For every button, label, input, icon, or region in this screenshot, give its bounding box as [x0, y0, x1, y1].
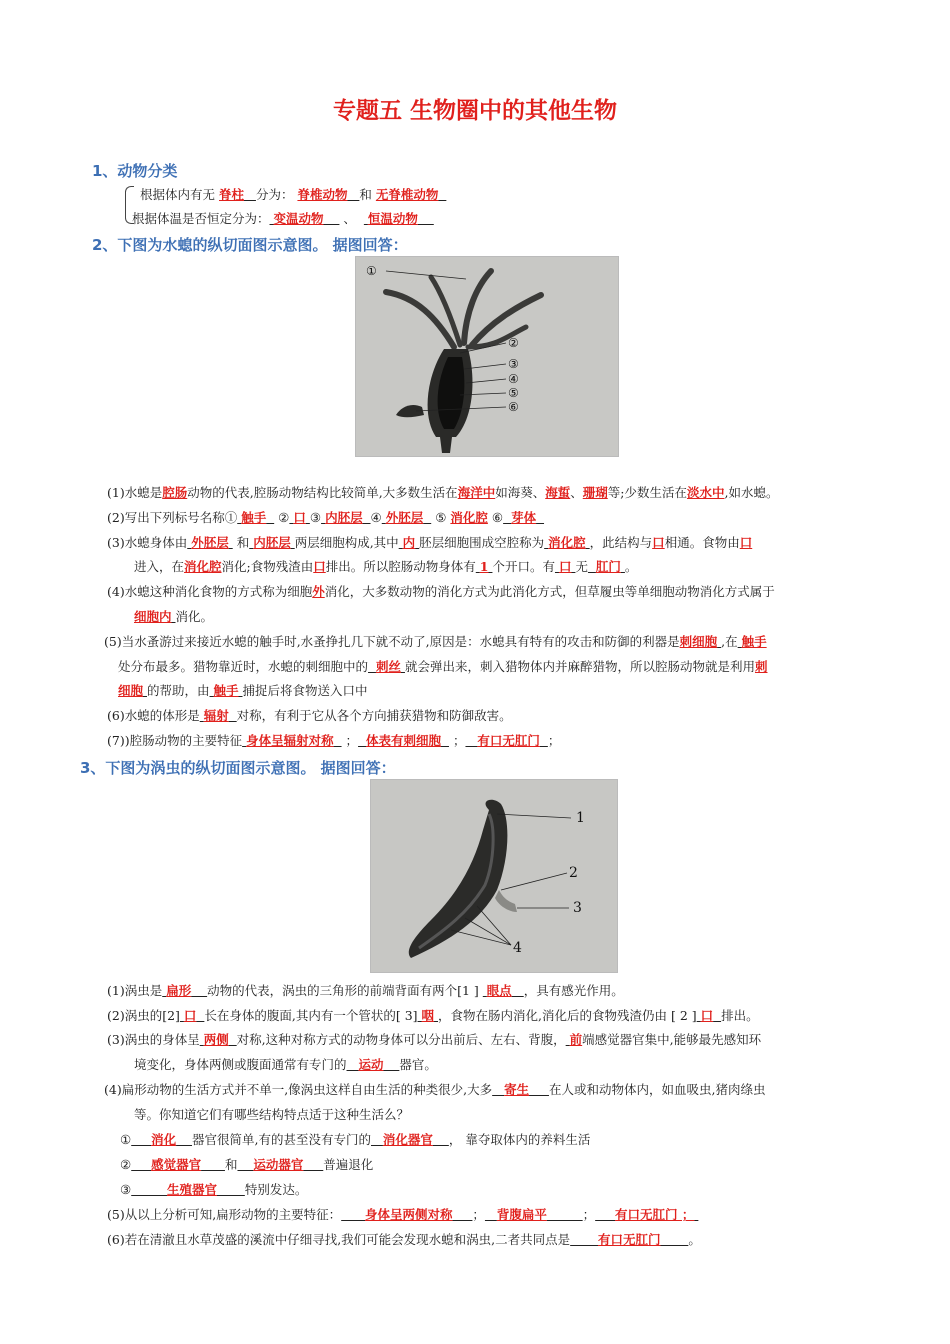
hydra-q6: (6)水螅的体形是 辐射 对称，有利于它从各个方向捕获猎物和防御敌害。 — [107, 708, 512, 723]
hydra-q7: (7))腔肠动物的主要特征 身体呈辐射对称 ； 体表有刺细胞 ； 有口无肛门 ； — [107, 733, 561, 748]
answer: 脊柱 — [219, 187, 245, 202]
hydra-q2: (2)写出下列标号名称① 触手 ② 口 ③ 内胚层 ④ 外胚层 ⑤ 消化腔 ⑥ 芽体 — [107, 510, 537, 525]
hydra-label-3: ③ — [508, 357, 519, 371]
hydra-label-2: ② — [508, 336, 519, 350]
hydra-q3-line2: 进入，在消化腔消化;食物残渣由口排出。所以腔肠动物身体有 1 个开口。有 口 无 肛门 。 — [134, 559, 638, 574]
classification-row-1: 根据体内有无 脊柱 分为： 脊椎动物 和 无脊椎动物 — [140, 187, 439, 202]
planarian-q4-item1: ① 消化 器官很简单,有的甚至没有专门的 消化器官 ， 靠夺取体内的养料生活 — [120, 1132, 591, 1147]
hydra-figure — [355, 256, 619, 457]
section-2-heading: 2、下图为水螅的纵切面图示意图。 据图回答： — [92, 236, 408, 254]
classification-row-2: 根据体温是否恒定分为： 变温动物 、 恒温动物 — [132, 211, 418, 226]
planarian-q2: (2)涡虫的[2] 口 长在身体的腹面,其内有一个管状的[ 3] 咽 ，食物在肠内消化,消化后的食物残渣仍由 [ 2 ] 口 排出。 — [107, 1008, 759, 1023]
planarian-q3-line2: 境变化，身体两侧或腹面通常有专门的 运动 器官。 — [134, 1057, 437, 1072]
hydra-q5-line2: 处分布最多。猎物靠近时，水螅的刺细胞中的 刺丝 就会弹出来，刺入猎物体内并麻醉猎物，所以腔肠动物就是利用刺 — [118, 659, 768, 674]
planarian-q6: (6)若在清澈且水草茂盛的溪流中仔细寻找,我们可能会发现水螅和涡虫,二者共同点是 有口无肛门 。 — [107, 1232, 701, 1247]
planarian-q3-line1: (3)涡虫的身体呈 两侧 对称,这种对称方式的动物身体可以分出前后、左右、背腹， 前端感觉器官集中,能够最先感知环 — [107, 1032, 762, 1047]
section-3-heading: 3、下图为涡虫的纵切面图示意图。 据图回答： — [80, 759, 396, 777]
hydra-label-4: ④ — [508, 372, 519, 386]
planarian-label-2: 2 — [569, 865, 578, 881]
hydra-q4-line2: 细胞内 消化。 — [134, 609, 214, 624]
planarian-label-1: 1 — [576, 810, 585, 826]
section-1-heading: 1、动物分类 — [92, 162, 178, 180]
hydra-label-1: ① — [366, 264, 377, 278]
planarian-figure — [370, 779, 618, 973]
hydra-label-5: ⑤ — [508, 386, 519, 400]
page-title: 专题五 生物圈中的其他生物 — [332, 98, 617, 124]
hydra-q1: (1)水螅是腔肠动物的代表,腔肠动物结构比较简单,大多数生活在海洋中如海葵、海蜇、珊瑚等;少数生活在淡水中,如水螅。 — [107, 485, 779, 500]
planarian-q4-item3: ③ 生殖器官 特别发达。 — [120, 1182, 308, 1197]
hydra-q5-line3: 细胞 的帮助，由 触手 捕捉后将食物送入口中 — [118, 683, 368, 698]
hydra-q4-line1: (4)水螅这种消化食物的方式称为细胞外消化，大多数动物的消化方式为此消化方式，但草履虫等单细胞动物消化方式属于 — [107, 584, 775, 599]
hydra-illustration — [356, 257, 618, 456]
planarian-q4-line1: (4)扁形动物的生活方式并不单一,像涡虫这样自由生活的种类很少,大多 寄生 在人或和动物体内，如血吸虫,猪肉绦虫 — [104, 1082, 766, 1097]
hydra-q3-line1: (3)水螅身体由 外胚层 和 内胚层 两层细胞构成,其中 内 胚层细胞围成空腔称为 消化腔 ，此结构与口相通。食物由口 — [107, 535, 753, 550]
planarian-q4-line2: 等。你知道它们有哪些结构特点适于这种生活么？ — [134, 1107, 410, 1122]
planarian-q4-item2: ② 感觉器官 和 运动器官 普遍退化 — [120, 1157, 374, 1172]
planarian-q5: (5)从以上分析可知,扁形动物的主要特征： 身体呈两侧对称 ； 背腹扁平 ； 有口无肛门 ； — [107, 1207, 695, 1222]
planarian-illustration — [371, 780, 617, 972]
planarian-label-3: 3 — [573, 900, 582, 916]
hydra-q5-line1: (5)当水蚤游过来接近水螅的触手时,水蚤挣扎几下就不动了,原因是：水螅具有特有的攻击和防御的利器是刺细胞 ,在 触手 — [104, 634, 767, 649]
planarian-q1: (1)涡虫是 扁形 动物的代表，涡虫的三角形的前端背面有两个[1 ] 眼点 ，具有感光作用。 — [107, 983, 624, 998]
hydra-label-6: ⑥ — [508, 400, 519, 414]
planarian-label-4: 4 — [513, 940, 522, 956]
